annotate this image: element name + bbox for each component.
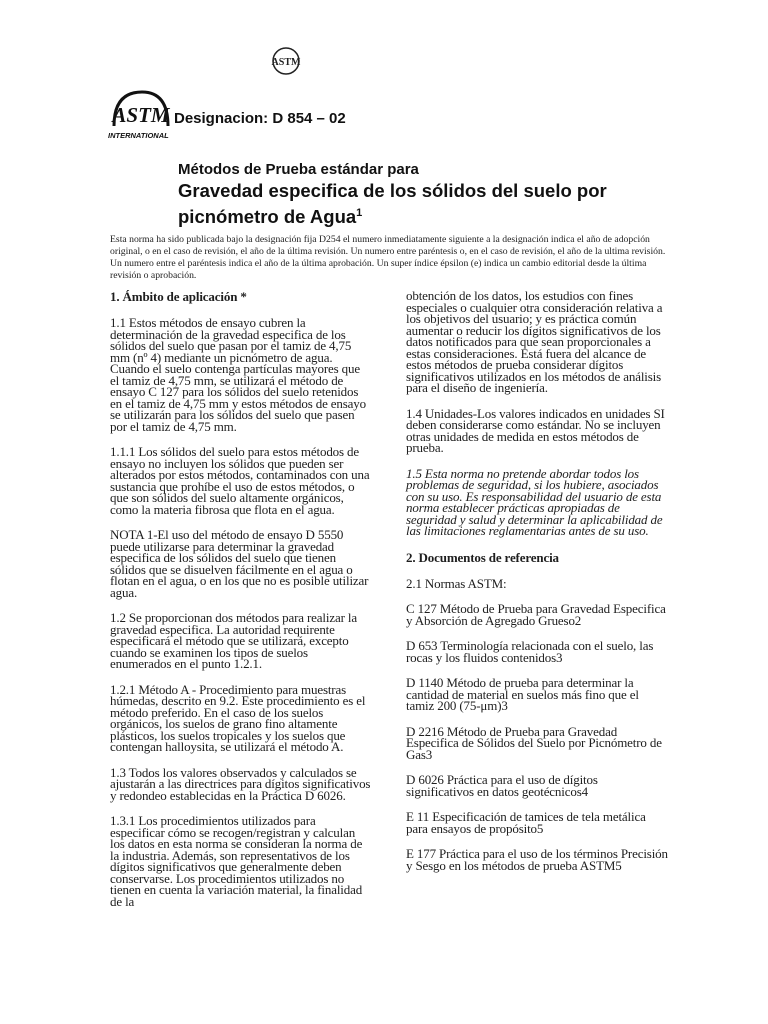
reference-e11: E 11 Especificación de tamices de tela metálica para ensayos de propósito5 bbox=[406, 809, 646, 836]
astm-international-logo bbox=[108, 86, 174, 144]
reference-d1140: D 1140 Método de prueba para determinar la cantidad de material en suelos más fino que el tamiz 200 (75-μm)3 bbox=[406, 675, 639, 713]
title-line-1: Métodos de Prueba estándar para bbox=[178, 161, 419, 178]
reference-d6026: D 6026 Práctica para el uso de dígitos significativos en datos geotécnicos4 bbox=[406, 772, 598, 799]
paragraph-1-2: 1.2 Se proporcionan dos métodos para realizar la gravedad especifica. La autoridad requirente especificará el método que se utilizará, excepto cuando se examinen los tipos de suelos enumerados en el punto 1.2.1. bbox=[110, 610, 357, 671]
astm-small-logo bbox=[268, 46, 304, 76]
preface-note: Esta norma ha sido publicada bajo la designación fija D254 el numero inmediatamente siguiente a la designación indica el año de adopción original, o en el caso de revisión, el año de la última revisión. Un numero entre paréntesis o, en el caso de revisión, el año de la ultima revisión. Un numero entre el paréntesis indica el año de la última aprobación. Un super índice épsilon (e) indica un cambio editorial desde la última revisión o aprobación. bbox=[110, 234, 666, 281]
paragraph-1-5: 1.5 Esta norma no pretende abordar todos los problemas de seguridad, si los hubiere, asociados con su uso. Es responsabilidad del usuario de esta norma establecer prácticas apropiadas de seguridad y salud y determinar la aplicabilidad de las limitaciones reglamentarias antes de su uso. bbox=[406, 465, 663, 538]
astm-small-logo-text: ASTM bbox=[271, 57, 301, 68]
title-footnote-mark: 1 bbox=[356, 207, 363, 219]
paragraph-1-4: 1.4 Unidades-Los valores indicados en unidades SI deben considerarse como estándar. No se incluyen otras unidades de medida en estos métodos de prueba. bbox=[406, 405, 665, 455]
astm-international-text: INTERNATIONAL bbox=[108, 131, 169, 140]
title-line-3-text: picnómetro de Agua bbox=[178, 206, 357, 228]
paragraph-1-1: 1.1 Estos métodos de ensayo cubren la determinación de la gravedad especifica de los sólidos del suelo que pasan por el tamiz de 4,75 mm (nº 4) mediante un picnómetro de agua. Cuando el suelo contenga partículas mayores que el tamiz de 4,75 mm, se utilizará el método de ensayo C 127 para los sólidos del suelo retenidos en el tamiz de 4,75 mm y estos métodos de ensayo se utilizarán para los sólidos del suelo que pasen por el tamiz de 4,75 mm. bbox=[110, 315, 366, 434]
section-1-heading: 1. Ámbito de aplicación * bbox=[110, 289, 247, 304]
reference-c127: C 127 Método de Prueba para Gravedad Especifica y Absorción de Agregado Grueso2 bbox=[406, 601, 666, 628]
title-line-2: Gravedad especifica de los sólidos del suelo por bbox=[178, 180, 607, 201]
section-2-heading: 2. Documentos de referencia bbox=[406, 549, 559, 565]
right-column bbox=[406, 290, 668, 871]
paragraph-1-3: 1.3 Todos los valores observados y calculados se ajustarán a las directrices para dígitos significativos y redondeo establecidas en la Práctica D 6026. bbox=[110, 764, 371, 803]
paragraph-1-2-1: 1.2.1 Método A - Procedimiento para muestras húmedas, descrito en 9.2. Este procedimiento es el método preferido. En el caso de los suelos orgánicos, los suelos de grano fino altamente plásticos, los suelos tropicales y los suelos que contengan halloysita, se utilizará el método A. bbox=[110, 681, 366, 754]
paragraph-1-1-1: 1.1.1 Los sólidos del suelo para estos métodos de ensayo no incluyen los sólidos que pueden ser alterados por estos métodos, contaminados con una sustancia que prohíbe el uso de estos métodos, o que son sólidos del suelo altamente orgánicos, como la materia fibrosa que flota en el agua. bbox=[110, 444, 370, 517]
reference-e177: E 177 Práctica para el uso de los términos Precisión y Sesgo en los métodos de prueba ASTM5 bbox=[406, 846, 668, 873]
designation: Designacion: D 854 – 02 bbox=[174, 110, 346, 127]
document-title bbox=[178, 160, 738, 228]
paragraph-1-3-1-continued: obtención de los datos, los estudios con fines especiales o cualquier otra consideración relativa a los objetivos del usuario; y es práctica común aumentar o reducir los dígitos significativos de los datos notificados para que sean proporcionales a estas consideraciones. Está fuera del alcance de estos métodos de prueba considerar dígitos significativos utilizados en los métodos de análisis para el diseño de ingeniería. bbox=[406, 288, 663, 395]
reference-d653: D 653 Terminología relacionada con el suelo, las rocas y los fluidos contenidos3 bbox=[406, 638, 654, 665]
note-1: NOTA 1-El uso del método de ensayo D 5550 puede utilizarse para determinar la gravedad especifica de los sólidos del suelo que tienen sólidos que se disuelven fácilmente en el agua o flotan en el agua, o en los que no es posible utilizar agua. bbox=[110, 527, 369, 600]
astm-main-logo-text: ASTM bbox=[112, 103, 170, 127]
paragraph-2-1: 2.1 Normas ASTM: bbox=[406, 575, 507, 591]
reference-d2216: D 2216 Método de Prueba para Gravedad Especifica de Sólidos del Suelo por Picnómetro de Gas3 bbox=[406, 723, 662, 762]
left-column bbox=[110, 290, 372, 907]
paragraph-1-3-1: 1.3.1 Los procedimientos utilizados para especificar cómo se recogen/registran y calculan los datos en esta norma se consideran la norma de la industria. Además, son representativos de los dígitos significativos que generalmente deben conservarse. Los procedimientos utilizados no tienen en cuenta la variación material, la finalidad de la bbox=[110, 813, 363, 909]
title-line-3 bbox=[178, 202, 738, 228]
